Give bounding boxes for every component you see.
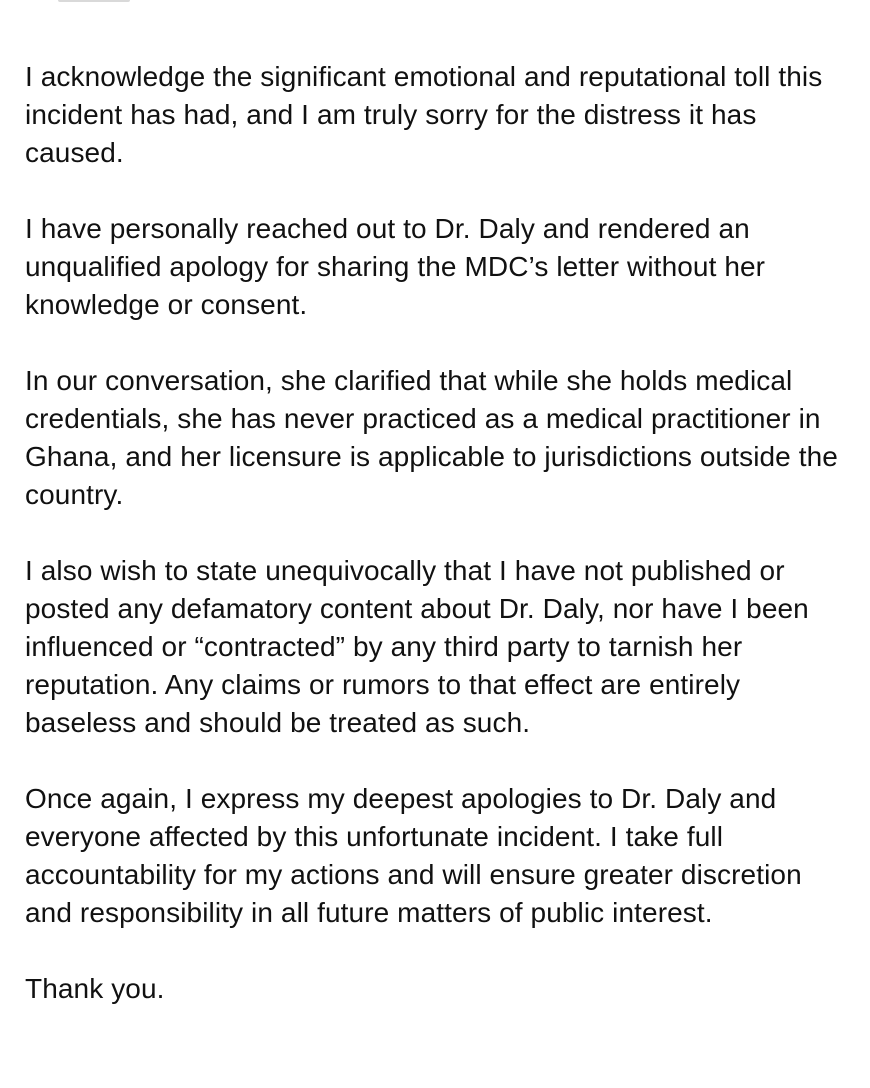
top-edge-fragment: [58, 0, 130, 2]
post-text-body: [25, 58, 855, 1008]
paragraph-apology-to-dr-daly: I have personally reached out to Dr. Daly and rendered an unqualified apology for sharing the MDC’s letter without her knowledge or consent.: [25, 213, 766, 320]
paragraph-acknowledgement: I acknowledge the significant emotional and reputational toll this incident has had, and I am truly sorry for the distress it has caused.: [25, 61, 823, 168]
paragraph-conversation-clarification: In our conversation, she clarified that while she holds medical credentials, she has never practiced as a medical practitioner in Ghana, and her licensure is applicable to jurisdictions outside the country.: [25, 365, 838, 510]
paragraph-thank-you: Thank you.: [25, 973, 165, 1004]
paragraph-closing-apology: Once again, I express my deepest apologies to Dr. Daly and everyone affected by this unfortunate incident. I take full accountability for my actions and will ensure greater discretion and responsibility in all future matters of public interest.: [25, 783, 802, 928]
paragraph-no-defamation-statement: I also wish to state unequivocally that I have not published or posted any defamatory content about Dr. Daly, nor have I been influenced or “contracted” by any third party to tarnish her reputation. Any claims or rumors to that effect are entirely baseless and should be treated as such.: [25, 555, 809, 738]
